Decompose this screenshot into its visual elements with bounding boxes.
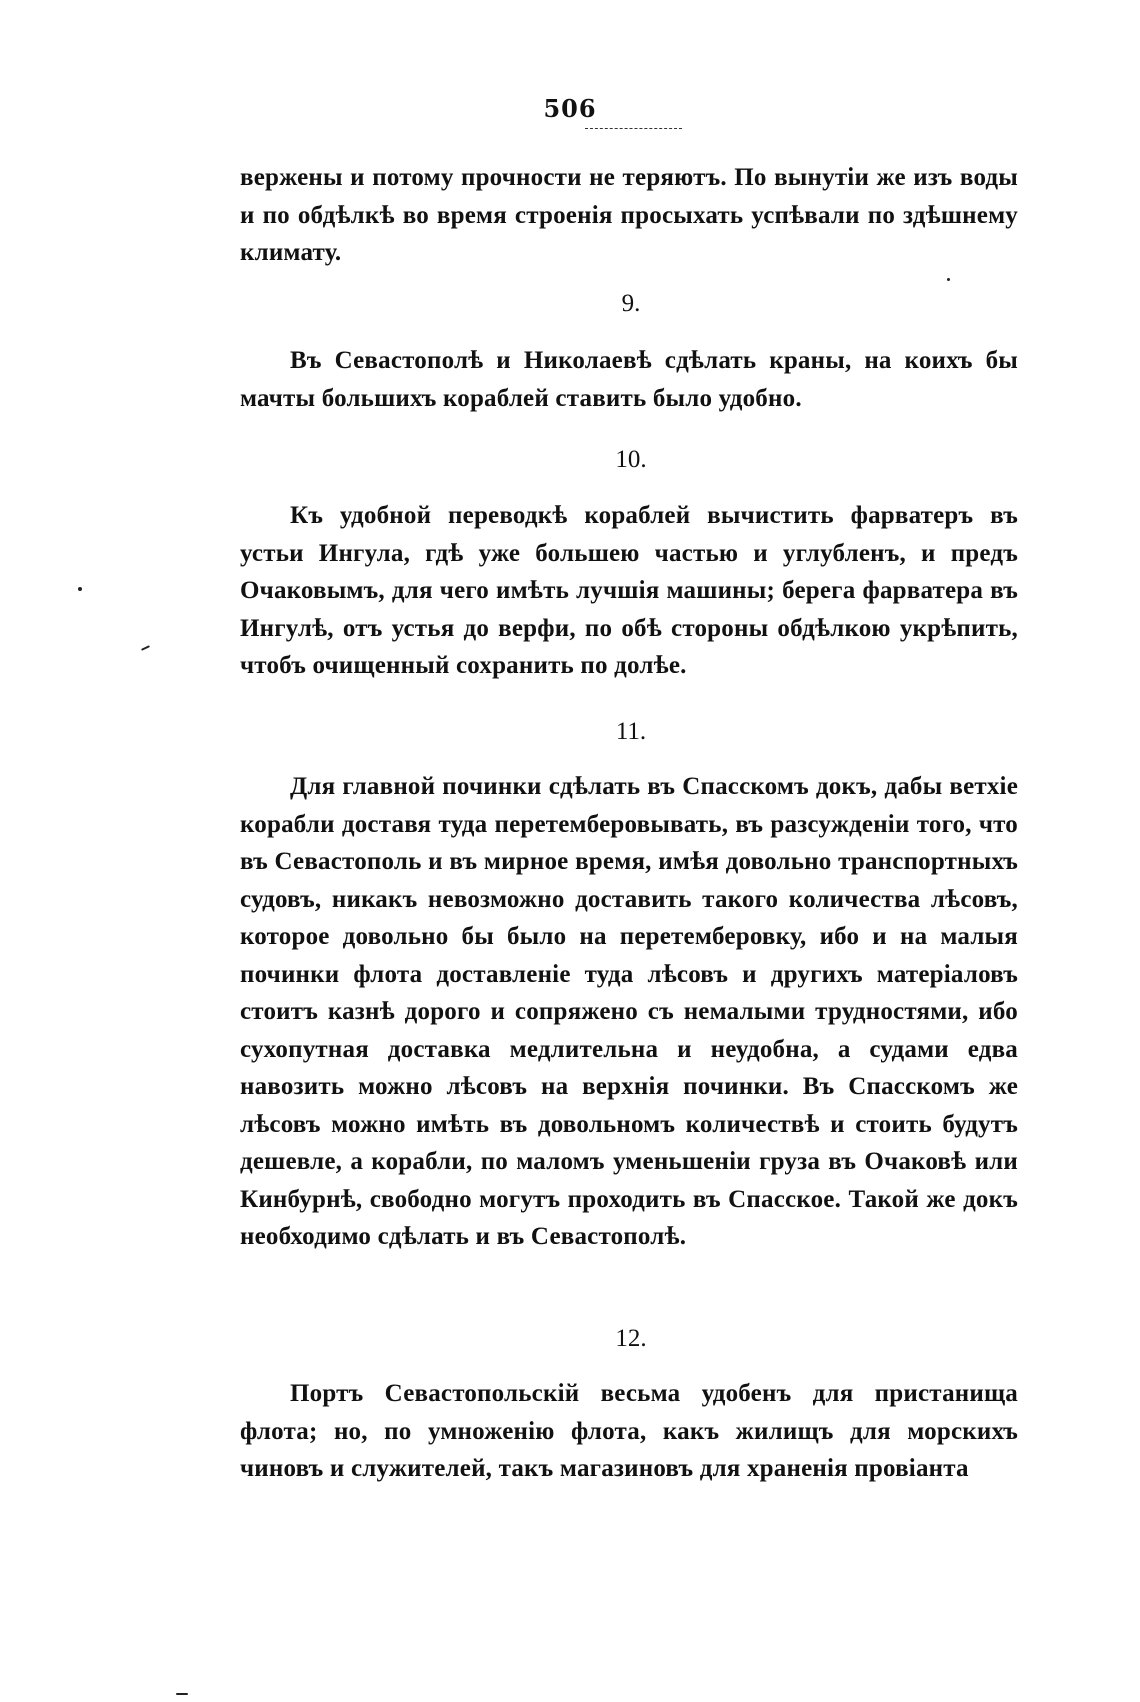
paragraph-section-10: Къ удобной переводкѣ кораблей вычистить фарватеръ въ устьи Ингула, гдѣ уже большею частью и углубленъ, и предъ Очаковымъ, для чего имѣть лучшія машины; берега фарватера въ Ингулѣ, отъ устья до верфи, по обѣ стороны обдѣлкою укрѣпить, чтобъ очищенный сохранить по долѣе. [240,502,1018,679]
paragraph-section-11: Для главной починки сдѣлать въ Спасскомъ докъ, дабы ветхіе корабли доставя туда перетемберовывать, въ разсужденіи того, что въ Севастополь и въ мирное время, имѣя довольно транспортныхъ судовъ, никакъ невозможно доставить такого количества лѣсовъ, которое довольно бы было на перетемберовку, ибо и на малыя починки флота доставленіе туда лѣсовъ и другихъ матеріаловъ стоитъ казнѣ дорого и сопряжено съ немалыми трудностями, ибо сухопутная доставка медлительна и неудобна, а судами едва навозить можно лѣсовъ на верхнія починки. Въ Спасскомъ же лѣсовъ можно имѣть въ довольномъ количествѣ и стоить будутъ дешевле, а корабли, по маломъ уменьшеніи груза въ Очаковѣ или Кинбурнѣ, свободно могутъ проходить въ Спасское. Такой же докъ необходимо сдѣлать и въ Севастополѣ. [240,773,1018,1250]
paragraph-section-12: Портъ Севастопольскій весьма удобенъ для пристанища флота; но, по умноженію флота, какъ жилищъ для морскихъ чиновъ и служителей, такъ магазиновъ для храненія провіанта [240,1380,1018,1482]
header-rule [585,128,682,129]
section-number-11: 11. [615,718,647,745]
section-number-9: 9. [621,290,641,317]
scan-speck [78,587,82,591]
section-number-10: 10. [615,446,647,473]
section-number-12: 12. [615,1325,647,1352]
paragraph-section-9: Въ Севастополѣ и Николаевѣ сдѣлать краны, на коихъ бы мачты большихъ кораблей ставить было удобно. [240,347,1018,412]
scan-speck [141,645,150,651]
paragraph-continuation: вержены и потому прочности не теряютъ. По вынутіи же изъ воды и по обдѣлкѣ во время строенія просыхать успѣвали по здѣшнему климату. [240,164,1018,266]
scan-speck [176,1693,188,1695]
scan-speck [947,278,950,281]
page-number: 506 [543,94,597,123]
